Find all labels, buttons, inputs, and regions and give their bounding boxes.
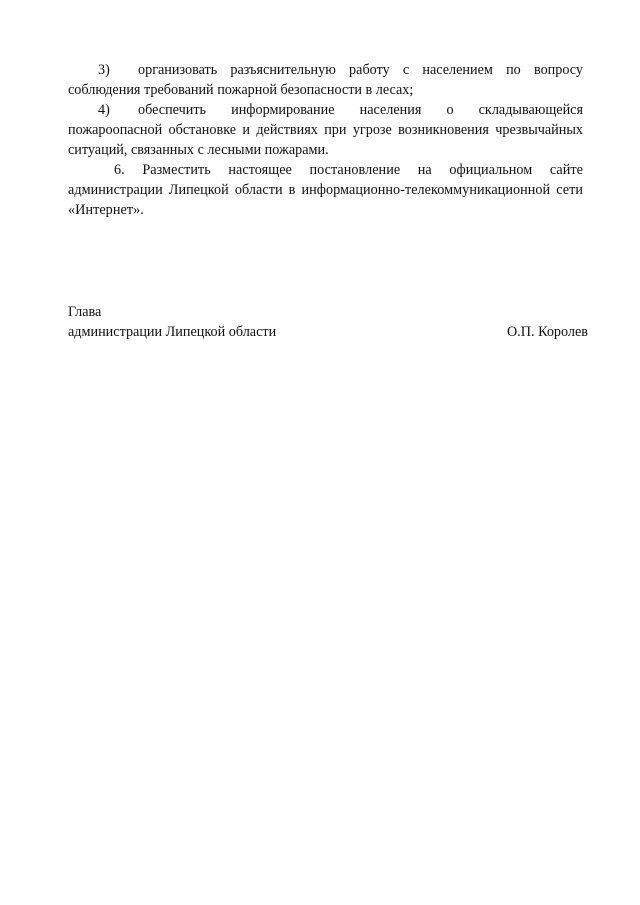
signature-row <box>68 322 588 342</box>
paragraph-point-6: 6. Разместить настоящее постановление на официальном сайте администрации Липецкой области в информационно-телекоммуникационной сети «Интернет». <box>68 162 583 218</box>
list-item-text: организовать разъяснительную работу с населением по вопросу соблюдения требований пожарной безопасности в лесах; <box>68 62 583 98</box>
list-item-number: 3) <box>98 62 110 78</box>
signature-name: О.П. Королев <box>506 324 588 340</box>
signature-block <box>68 302 588 342</box>
document-body <box>68 60 583 220</box>
signature-title-line1: Глава <box>68 304 102 320</box>
list-item-number: 4) <box>98 102 110 118</box>
list-item-4 <box>68 100 583 160</box>
list-item-text: обеспечить информирование населения о складывающейся пожароопасной обстановке и действиях при угрозе возникновения чрезвычайных ситуаций, связанных с лесными пожарами. <box>68 102 583 158</box>
signature-title-line2: администрации Липецкой области <box>68 324 277 340</box>
list-item-3 <box>68 60 583 100</box>
